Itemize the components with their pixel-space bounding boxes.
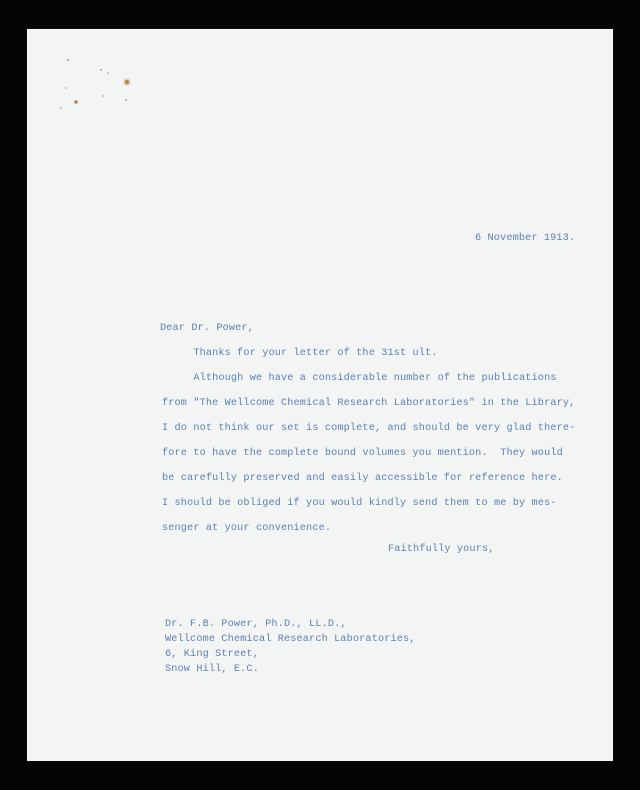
address-line: Snow Hill, E.C. — [165, 664, 259, 675]
address-line: Wellcome Chemical Research Laboratories, — [165, 634, 416, 645]
body-line: Thanks for your letter of the 31st ult. — [162, 348, 438, 359]
letter-page — [27, 29, 613, 761]
body-line: be carefully preserved and easily accessible for reference here. — [162, 473, 563, 484]
body-line: I do not think our set is complete, and should be very glad there- — [162, 423, 576, 434]
address-line: 6, King Street, — [165, 649, 259, 660]
body-line: I should be obliged if you would kindly send them to me by mes- — [162, 498, 557, 509]
salutation: Dear Dr. Power, — [160, 323, 254, 334]
closing: Faithfully yours, — [388, 544, 495, 555]
body-line: senger at your convenience. — [162, 523, 332, 534]
address-line: Dr. F.B. Power, Ph.D., LL.D., — [165, 619, 347, 630]
body-line: fore to have the complete bound volumes you mention. They would — [162, 448, 563, 459]
body-line: Although we have a considerable number of the publications — [162, 373, 557, 384]
body-line: from "The Wellcome Chemical Research Laboratories" in the Library, — [162, 398, 576, 409]
letter-date: 6 November 1913. — [475, 233, 576, 244]
